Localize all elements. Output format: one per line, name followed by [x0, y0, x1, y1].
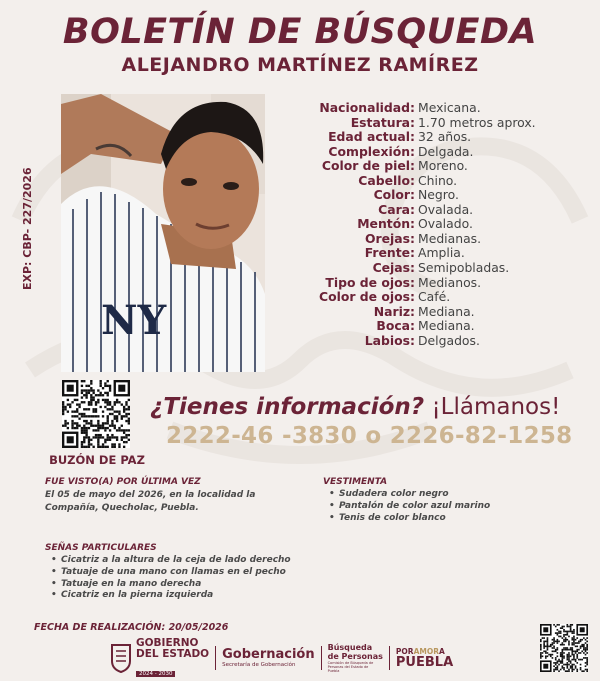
marks-title: SEÑAS PARTICULARES: [45, 543, 157, 553]
logo4-puebla: PUEBLA: [395, 654, 454, 670]
last-seen-line: El 05 de mayo del 2026, en la localidad la: [45, 490, 256, 500]
mark-item: • Tatuaje en la mano derecha: [45, 579, 365, 591]
detail-value: Medianas.: [418, 230, 482, 246]
detail-row: [280, 145, 600, 160]
footer-logos: [110, 638, 453, 678]
mark-item: • Cicatriz en la pierna izquierda: [45, 590, 365, 602]
detail-value: Delgada.: [418, 143, 474, 159]
info-question: ¿Tienes información?: [150, 394, 425, 420]
detail-value: Negro.: [418, 187, 459, 203]
detail-row: [280, 334, 600, 349]
detail-value: Amplia.: [418, 245, 465, 261]
detail-row: [280, 276, 600, 291]
clothing-title: VESTIMENTA: [323, 477, 388, 487]
case-number: EXP: CBP- 227/2026: [21, 167, 34, 290]
detail-label: Cejas:: [372, 260, 415, 276]
detail-value: Moreno.: [418, 158, 468, 174]
detail-label: Frente:: [364, 245, 415, 261]
clothing-item: • Sudadera color negro: [323, 489, 583, 501]
detail-row: [280, 261, 600, 276]
divider: [215, 646, 216, 670]
detail-value: Mexicana.: [418, 100, 481, 115]
logo2-main: Gobernación: [222, 647, 315, 662]
detail-value: 32 años.: [418, 129, 472, 145]
detail-value: Ovalada.: [418, 201, 474, 217]
detail-label: Color de piel:: [321, 158, 415, 174]
creation-date: FECHA DE REALIZACIÓN: 20/05/2026: [34, 622, 229, 633]
logo1-line1: GOBIERNO: [136, 636, 199, 649]
detail-value: 1.70 metros aprox.: [418, 114, 536, 130]
busqueda-logo: [328, 643, 383, 673]
detail-value: Mediana.: [418, 303, 475, 319]
bulletin-title: BOLETÍN DE BÚSQUEDA: [62, 12, 538, 52]
detail-label: Color de ojos:: [319, 289, 415, 305]
logo3-sub: Comisión de Búsqueda de Personas del Estado de Puebla: [327, 661, 374, 673]
detail-label: Tipo de ojos:: [325, 274, 415, 290]
detail-row: [280, 319, 600, 334]
detail-label: Cara:: [378, 201, 415, 217]
detail-row: [280, 203, 600, 218]
logo3-line2: de Personas: [327, 652, 383, 661]
detail-value: Delgados.: [418, 332, 480, 348]
detail-value: Medianos.: [418, 274, 482, 290]
detail-row: [280, 159, 600, 174]
detail-row: [280, 116, 600, 131]
detail-value: Chino.: [418, 172, 458, 188]
logo3-line1: Búsqueda: [327, 643, 373, 652]
poramor-logo: [396, 648, 453, 669]
detail-label: Cabello:: [358, 172, 415, 188]
detail-row: [280, 232, 600, 247]
person-name: ALEJANDRO MARTÍNEZ RAMÍREZ: [121, 54, 479, 76]
detail-value: Mediana.: [418, 318, 475, 334]
buzon-label: BUZÓN DE PAZ: [49, 453, 145, 467]
last-seen-section: [45, 477, 295, 514]
detail-value: Ovalado.: [418, 216, 473, 232]
detail-value: Semipobladas.: [418, 260, 510, 276]
info-prompt: [150, 394, 560, 420]
gobernacion-logo: [222, 648, 315, 668]
detail-row: [280, 174, 600, 189]
svg-text:NY: NY: [101, 297, 167, 344]
detail-label: Estatura:: [350, 114, 415, 130]
clothing-item: • Tenis de color blanco: [323, 513, 583, 525]
detail-label: Nacionalidad:: [319, 100, 415, 115]
detail-label: Complexión:: [328, 143, 415, 159]
detail-label: Labios:: [364, 332, 415, 348]
divider: [389, 646, 390, 670]
detail-row: [280, 101, 600, 116]
logo1-years: 2024 - 2030: [136, 671, 175, 677]
detail-label: Mentón:: [357, 216, 415, 232]
call-us: ¡Llámanos!: [431, 394, 561, 420]
detail-label: Color:: [373, 187, 415, 203]
last-seen-line: Compañía, Quecholac, Puebla.: [45, 502, 199, 513]
phone-numbers[interactable]: 2222-46 -3830 o 2226-82-1258: [166, 423, 573, 449]
divider: [321, 646, 322, 670]
qr-code-buzon[interactable]: [62, 380, 130, 448]
gobierno-logo: [110, 638, 209, 679]
physical-description: [280, 101, 600, 348]
detail-row: [280, 217, 600, 232]
clothing-item: • Pantalón de color azul marino: [323, 501, 583, 513]
detail-row: [280, 305, 600, 320]
detail-value: Café.: [418, 289, 451, 305]
logo4-a: A: [438, 646, 445, 656]
last-seen-title: FUE VISTO(A) POR ÚLTIMA VEZ: [45, 477, 201, 487]
qr-code-footer[interactable]: [540, 624, 588, 672]
detail-label: Orejas:: [365, 230, 415, 246]
detail-row: [280, 130, 600, 145]
detail-label: Edad actual:: [328, 129, 415, 145]
detail-row: [280, 290, 600, 305]
detail-row: [280, 246, 600, 261]
distinguishing-marks-section: [45, 543, 365, 602]
logo4-amor: AMOR: [413, 646, 439, 656]
person-photo: [61, 94, 265, 372]
logo1-line2: DEL ESTADO: [136, 647, 210, 660]
mark-item: • Cicatriz a la altura de la ceja de lado derecho: [45, 555, 365, 567]
detail-label: Nariz:: [373, 303, 415, 319]
detail-label: Boca:: [376, 318, 415, 334]
state-shield-icon: [110, 643, 132, 673]
logo2-sub: Secretaría de Gobernación: [222, 662, 296, 668]
detail-row: [280, 188, 600, 203]
clothing-section: [323, 477, 583, 524]
mark-item: • Tatuaje de una mano con llamas en el pecho: [45, 567, 365, 579]
logo4-por: POR: [395, 646, 414, 656]
